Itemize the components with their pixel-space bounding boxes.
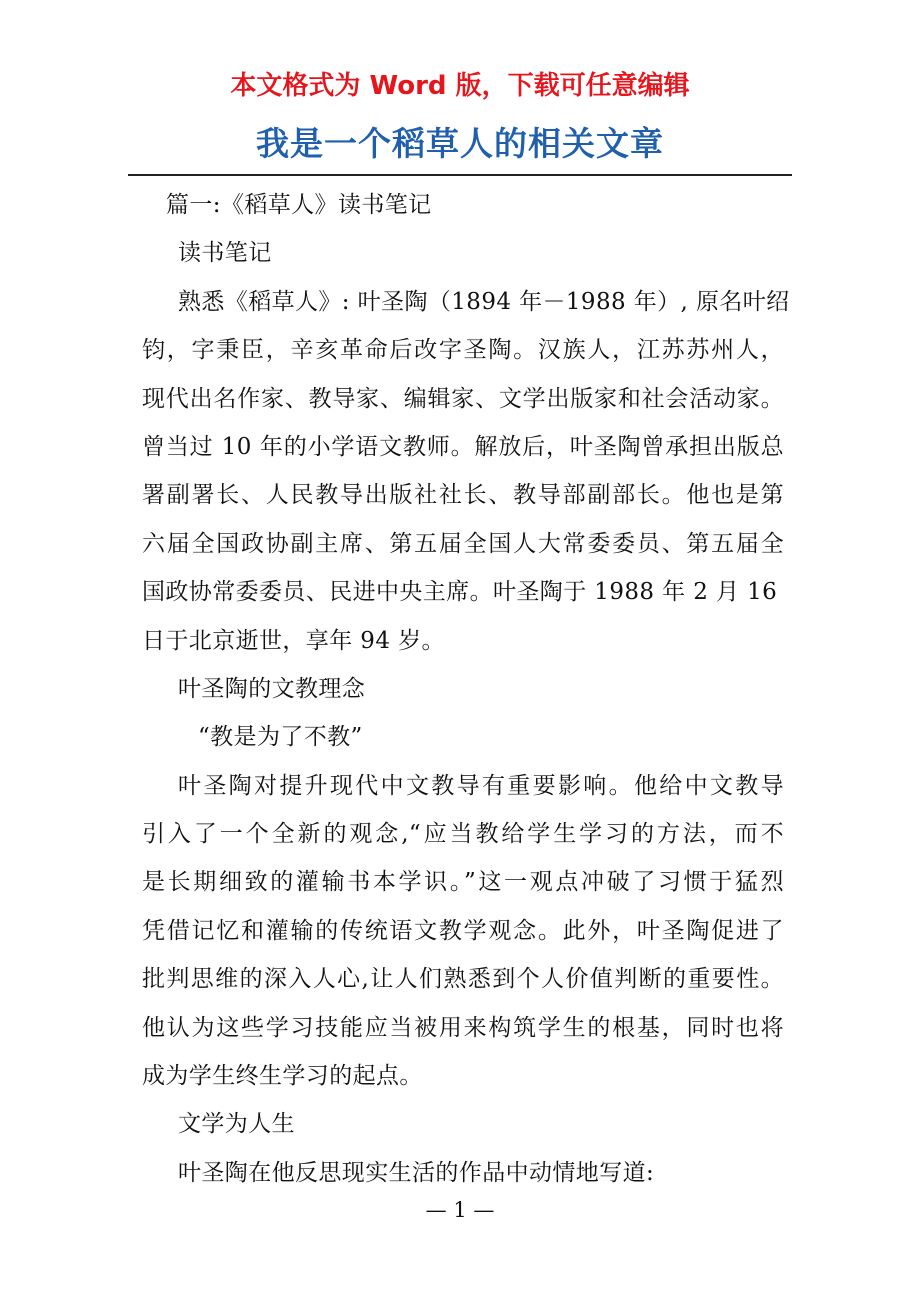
paragraph-line: 署副署长、人民教导出版社社长、教导部副部长。他也是第 [142,482,784,509]
paragraph-line: 叶圣陶对提升现代中文教导有重要影响。他给中文教导 [178,772,784,799]
subsection-heading: 读书笔记 [178,240,272,267]
paragraph-line: 凭借记忆和灌输的传统语文教学观念。此外，叶圣陶促进了 [142,917,784,944]
format-notice-banner: 本文格式为 Word 版，下载可任意编辑 [230,71,690,101]
paragraph-line: 六届全国政协副主席、第五届全国人大常委委员、第五届全 [142,530,784,557]
document-title: 我是一个稻草人的相关文章 [256,124,664,163]
paragraph-line: 国政协常委委员、民进中央主席。叶圣陶于 1988 年 2 月 16 [142,579,778,606]
paragraph-line: 叶圣陶在他反思现实生活的作品中动情地写道: [178,1159,655,1186]
paragraph-line: 是长期细致的灌输书本学识。”这一观点冲破了习惯于猛烈 [142,869,784,896]
paragraph-line: 现代出名作家、教导家、编辑家、文学出版家和社会活动家。 [142,385,784,412]
document-body [142,181,790,1197]
paragraph-line: 钧，字秉臣，辛亥革命后改字圣陶。汉族人，江苏苏州人， [142,337,784,364]
subsection-heading: 文学为人生 [178,1111,295,1138]
paragraph-line: 批判思维的深入人心,让人们熟悉到个人价值判断的重要性。 [142,966,784,993]
quote-heading: “教是为了不教” [198,724,363,751]
subsection-heading: 叶圣陶的文教理念 [178,675,366,702]
page-number: — 1 — [425,1198,495,1222]
section-heading: 篇一:《稻草人》读书笔记 [166,192,432,218]
paragraph-line: 熟悉《稻草人》: 叶圣陶（1894 年－1988 年）, 原名叶绍 [178,288,790,315]
paragraph-line: 引入了一个全新的观念,“应当教给学生学习的方法，而不 [142,821,784,848]
paragraph-line: 日于北京逝世，享年 94 岁。 [142,627,445,654]
paragraph-line: 成为学生终生学习的起点。 [142,1063,423,1090]
paragraph-line: 曾当过 10 年的小学语文教师。解放后，叶圣陶曾承担出版总 [142,433,784,460]
paragraph-line: 他认为这些学习技能应当被用来构筑学生的根基，同时也将 [142,1014,784,1041]
title-divider [128,174,792,176]
